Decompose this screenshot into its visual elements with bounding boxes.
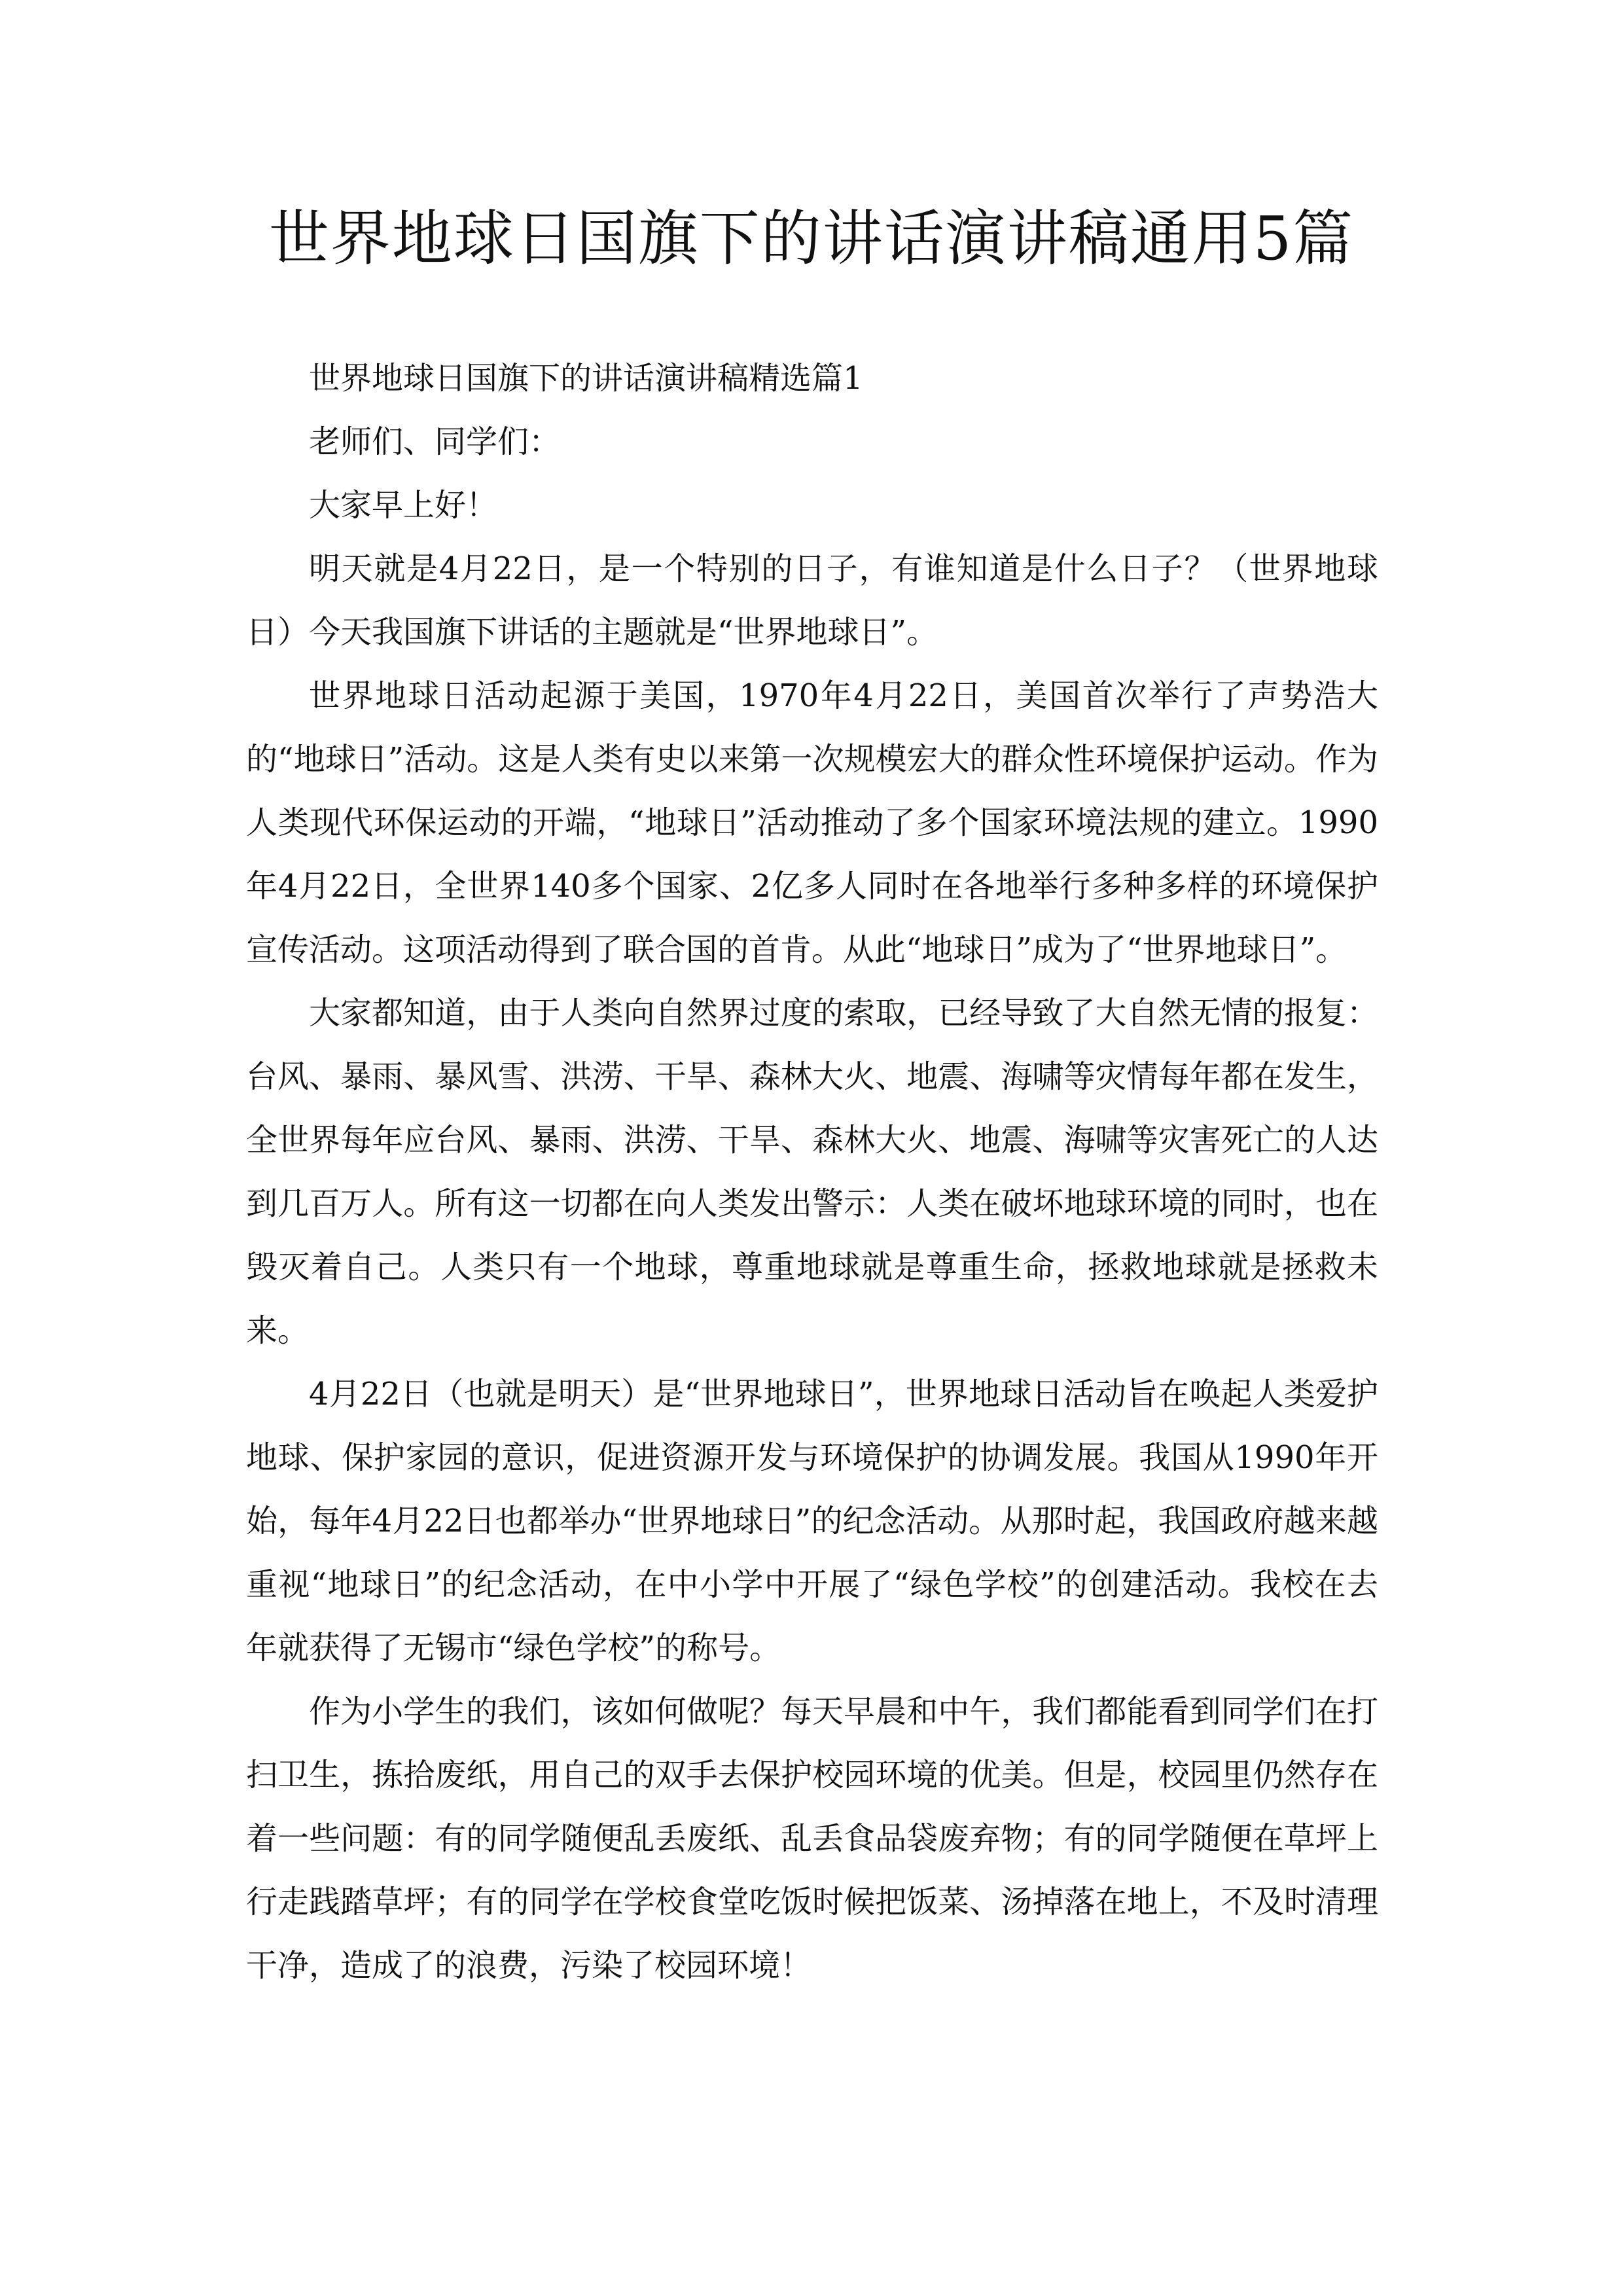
greeting: 大家早上好！ <box>309 487 498 524</box>
document-body <box>246 347 1378 1998</box>
body-paragraph: 世界地球日活动起源于美国，1970年4月22日，美国首次举行了声势浩大的“地球日”活动。这是人类有史以来第一次规模宏大的群众性环境保护运动。作为人类现代环保运动的开端，“地球日”活动推动了多个国家环境法规的建立。1990年4月22日，全世界140多个国家、2亿多人同时在各地举行多种多样的环境保护宣传活动。这项活动得到了联合国的首肯。从此“地球日”成为了“世界地球日”。 <box>246 677 1378 968</box>
salutation: 老师们、同学们： <box>309 423 561 460</box>
document-title: 世界地球日国旗下的讲话演讲稿通用5篇 <box>268 204 1355 274</box>
body-paragraph: 大家都知道，由于人类向自然界过度的索取，已经导致了大自然无情的报复：台风、暴雨、暴风雪、洪涝、干旱、森林大火、地震、海啸等灾情每年都在发生，全世界每年应台风、暴雨、洪涝、干旱、森林大火、地震、海啸等灾害死亡的人达到几百万人。所有这一切都在向人类发出警示：人类在破坏地球环境的同时，也在毁灭着自己。人类只有一个地球，尊重地球就是尊重生命，拯救地球就是拯救未来。 <box>246 995 1378 1349</box>
section-heading: 世界地球日国旗下的讲话演讲稿精选篇1 <box>309 360 863 397</box>
body-paragraph: 明天就是4月22日，是一个特别的日子，有谁知道是什么日子？（世界地球日）今天我国旗下讲话的主题就是“世界地球日”。 <box>246 550 1378 651</box>
body-paragraph: 4月22日（也就是明天）是“世界地球日”，世界地球日活动旨在唤起人类爱护地球、保护家园的意识，促进资源开发与环境保护的协调发展。我国从1990年开始，每年4月22日也都举办“世界地球日”的纪念活动。从那时起，我国政府越来越重视“地球日”的纪念活动，在中小学中开展了“绿色学校”的创建活动。我校在去年就获得了无锡市“绿色学校”的称号。 <box>246 1376 1378 1666</box>
body-paragraph: 作为小学生的我们，该如何做呢？每天早晨和中午，我们都能看到同学们在打扫卫生，拣拾废纸，用自己的双手去保护校园环境的优美。但是，校园里仍然存在着一些问题：有的同学随便乱丢废纸、乱丢食品袋废弃物；有的同学随便在草坪上行走践踏草坪；有的同学在学校食堂吃饭时候把饭菜、汤掉落在地上，不及时清理干净，造成了的浪费，污染了校园环境！ <box>246 1693 1378 1984</box>
